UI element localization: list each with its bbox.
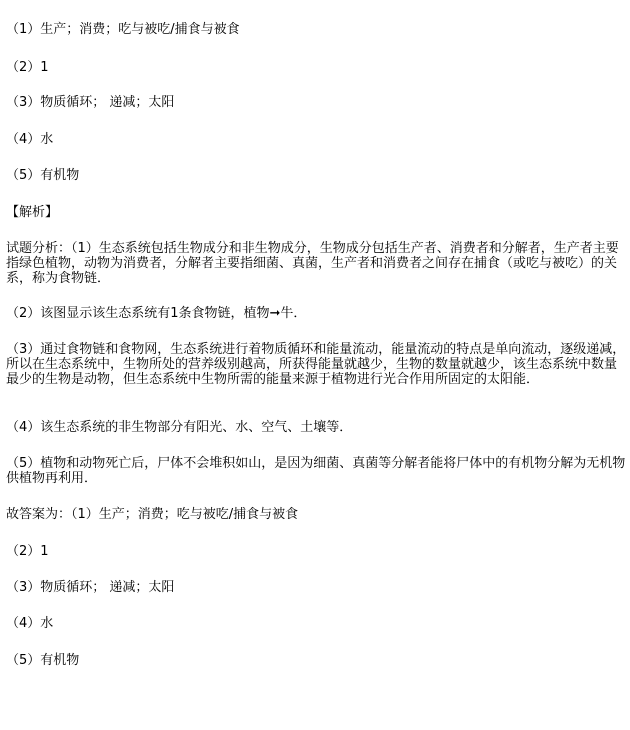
answer-line-4: （4）水 xyxy=(6,132,54,147)
final-answer-line-5: （5）有机物 xyxy=(6,653,80,668)
answer-line-5: （5）有机物 xyxy=(6,168,80,183)
analysis-paragraph-1: 试题分析：（1）生态系统包括生物成分和非生物成分，生物成分包括生产者、消费者和分解者，生产者主要指绿色植物，动物为消费者，分解者主要指细菌、真菌，生产者和消费者之间存在捕食（或吃与被吃）的关系，称为食物链． xyxy=(6,241,619,286)
final-answer-line-2: （2）1 xyxy=(6,544,49,559)
analysis-heading: 【解析】 xyxy=(6,205,59,220)
analysis-paragraph-5: （5）植物和动物死亡后，尸体不会堆积如山，是因为细菌、真菌等分解者能将尸体中的有机物分解为无机物供植物再利用． xyxy=(6,456,626,486)
answer-line-3: （3）物质循环； 递减；太阳 xyxy=(6,95,175,110)
answer-line-1: （1）生产；消费；吃与被吃/捕食与被食 xyxy=(6,22,240,37)
analysis-paragraph-3: （3）通过食物链和食物网，生态系统进行着物质循环和能量流动，能量流动的特点是单向流动，逐级递减，所以在生态系统中，生物所处的营养级别越高，所获得能量就越少，生物的数量就越少，该生态系统中数量最少的生物是动物，但生态系统中生物所需的能量来源于植物进行光合作用所固定的太阳能． xyxy=(6,342,626,387)
final-answer-line-4: （4）水 xyxy=(6,616,54,631)
answer-line-2: （2）1 xyxy=(6,60,49,75)
analysis-paragraph-2: （2）该图显示该生态系统有1条食物链，植物➞牛． xyxy=(6,306,307,321)
final-answer-line-1: 故答案为：（1）生产；消费；吃与被吃/捕食与被食 xyxy=(6,507,299,522)
analysis-paragraph-4: （4）该生态系统的非生物部分有阳光、水、空气、土壤等． xyxy=(6,420,353,435)
final-answer-line-3: （3）物质循环； 递减；太阳 xyxy=(6,580,175,595)
